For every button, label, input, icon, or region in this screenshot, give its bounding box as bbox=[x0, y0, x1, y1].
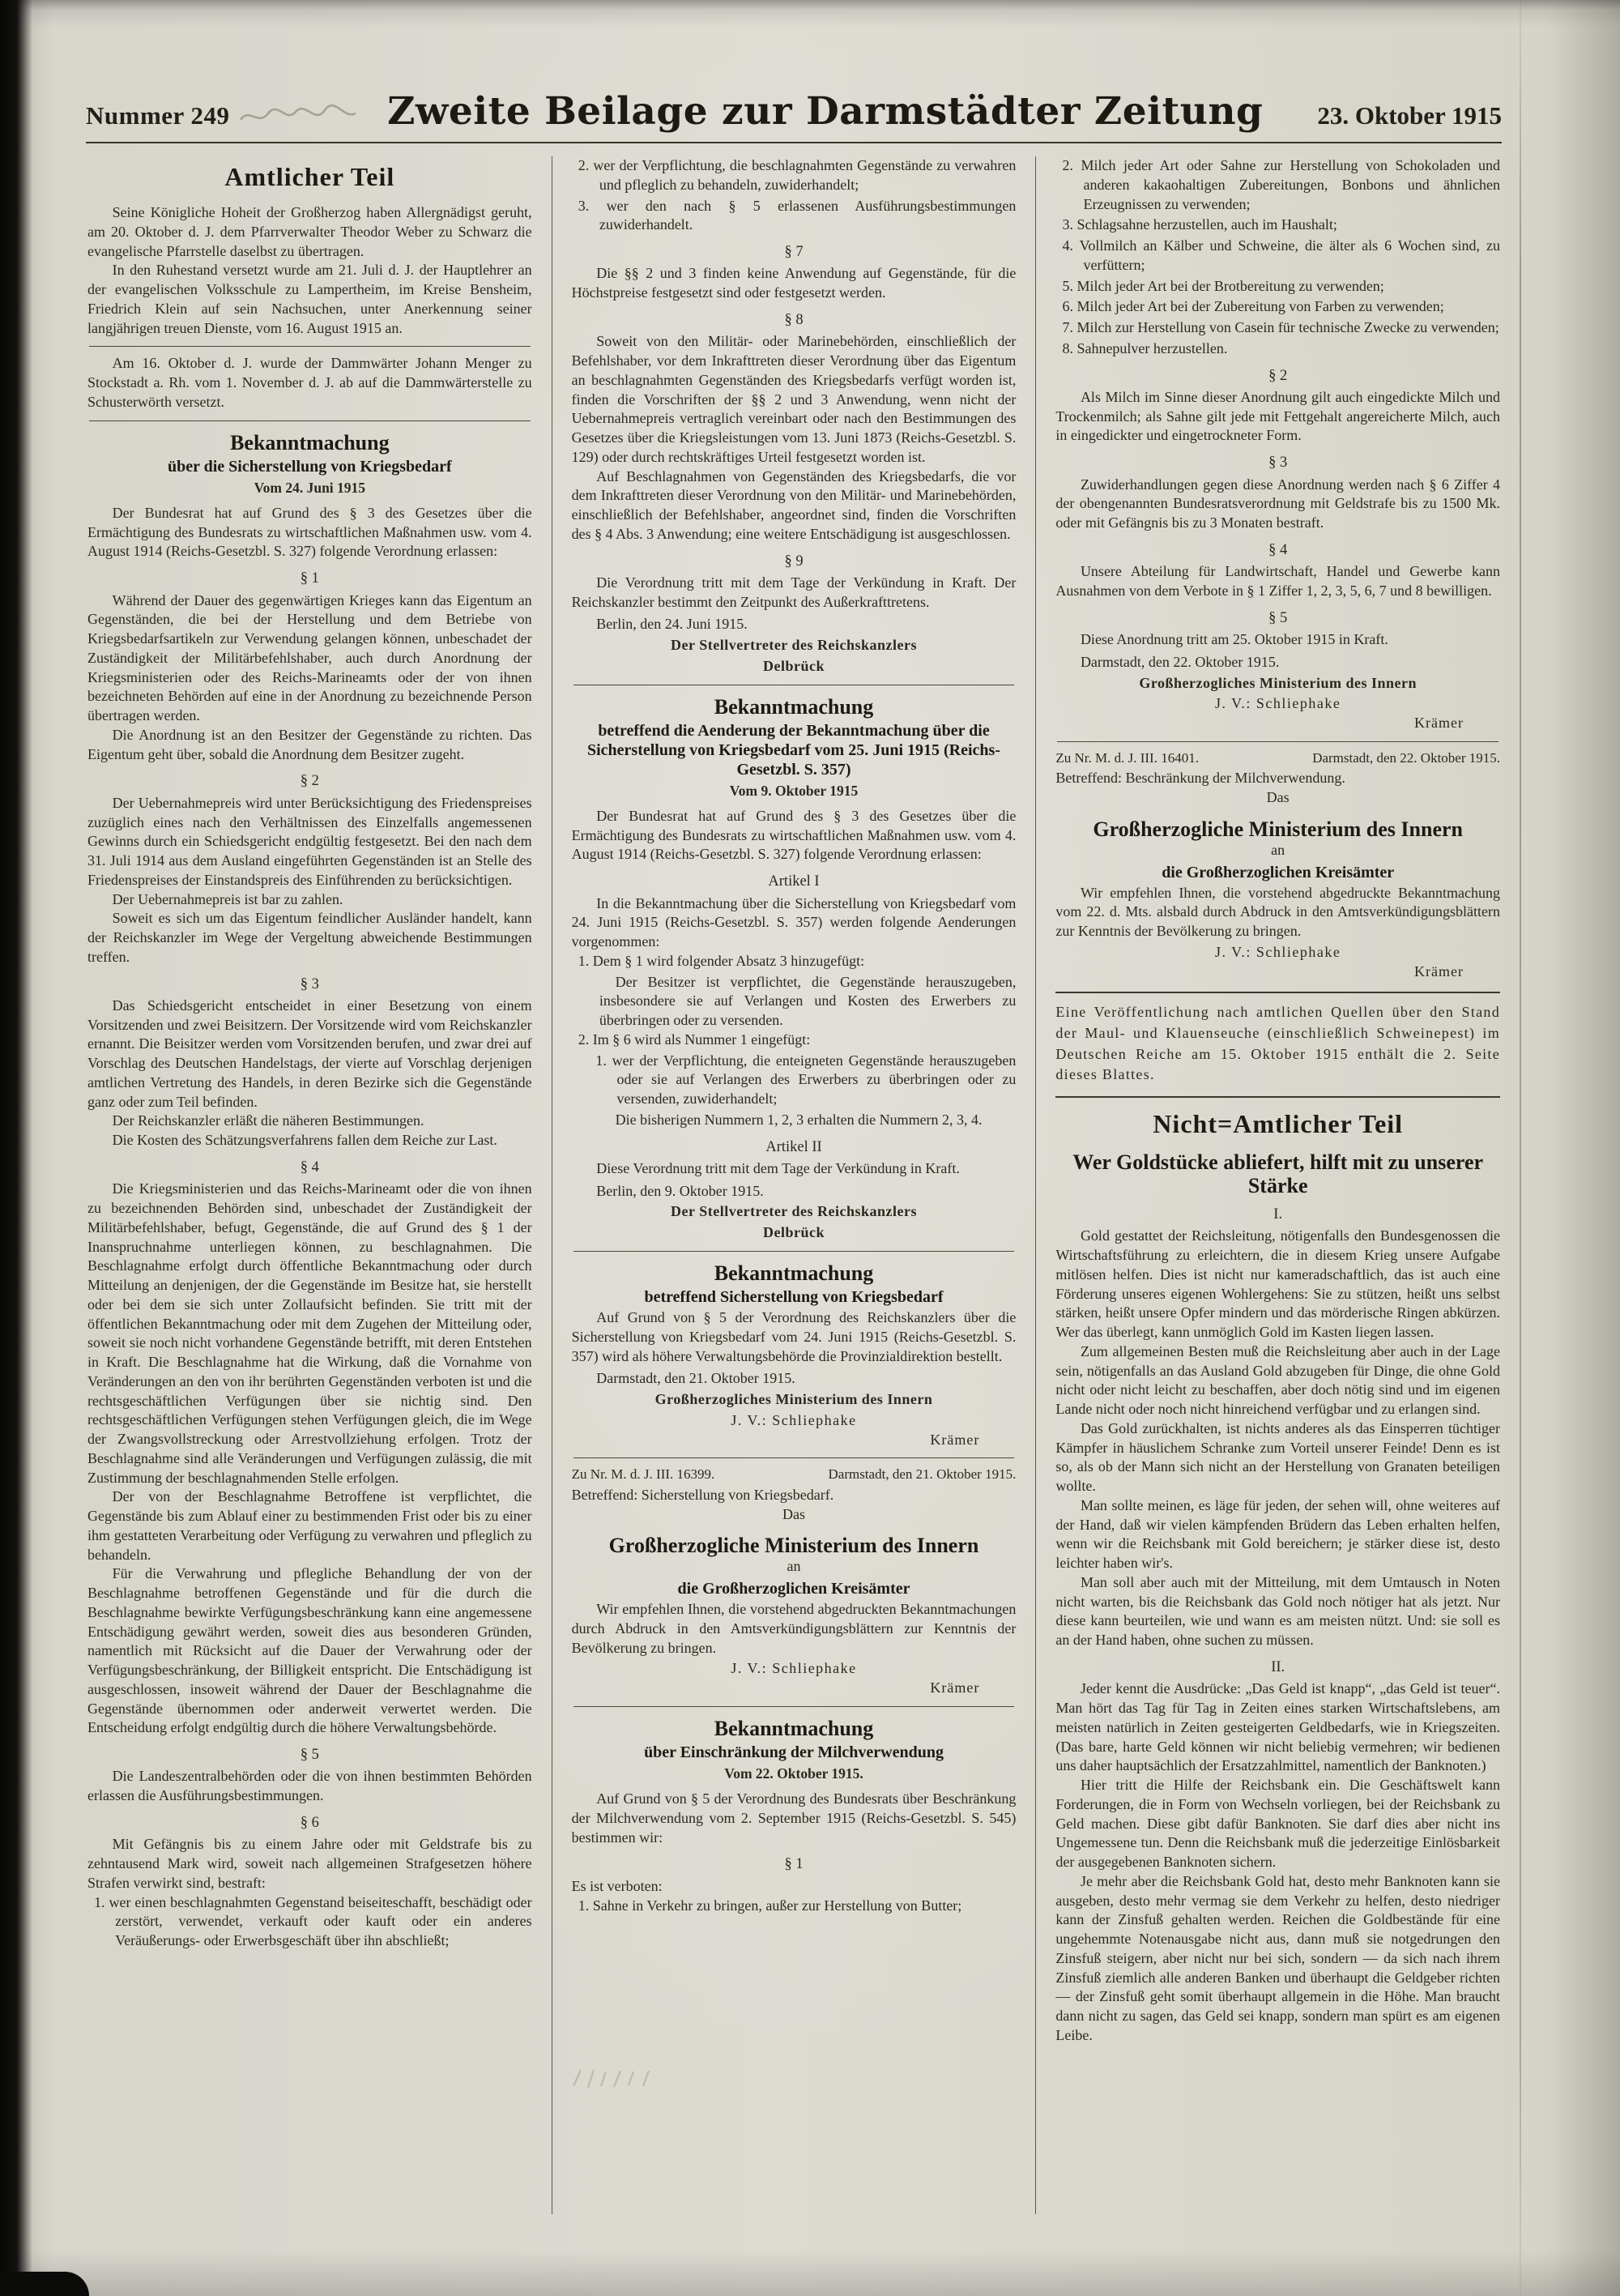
paragraph: Man sollte meinen, es läge für jeden, der sehen will, ohne weiteres auf der Hand, daß wir vielen kämpfenden Brüdern das Leben erhalten helfen, wenn wir die Reichsbank mit Gold bereichern; je stärker diese ist, desto leichter haben wir's. bbox=[1055, 1496, 1501, 1572]
paragraph: Auf Grund von § 5 der Verordnung des Bundesrats über Beschränkung der Milchverwendung vom 2. September 1915 (Reichs-Gesetzbl. S. 545) bestimmen wir: bbox=[571, 1790, 1017, 1846]
notice-paragraph: Eine Veröffentlichung nach amtlichen Quellen über den Stand der Maul- und Klauenseuche (einschließlich Schweinepest) im Deutschen Reiche am 15. Oktober 1915 enthält die 2. Seite dieses Blattes. bbox=[1055, 1004, 1501, 1083]
paragraph: Auf Beschlagnahmen von Gegenständen des Kriegsbedarfs, die vor dem Inkrafttreten dieser Verordnung von den Militär- und Marinebehörden, einschließlich der Befehlshaber, angeordnet sind, finden die Vorschriften des § 4 Abs. 3 Anwendung; eine weitere Entschädigung ist ausgeschlossen. bbox=[571, 467, 1017, 542]
paragraph: Es ist verboten: bbox=[571, 1877, 663, 1894]
section-mark: § 2 bbox=[300, 773, 319, 790]
paragraph: Je mehr aber die Reichsbank Gold hat, desto mehr Banknoten kann sie ausgeben, desto mehr vermag sie dem Verkehr zu helfen, desto niedriger kann der Zinsfuß gehalten werden. Reichen die Goldbestände für eine ungehemmte Notenausgabe nicht aus, dann muß sie notgedrungen den Zinsfuß steigern, aber nicht nur bei sich, sondern — da sich nach ihrem Zinsfuß ziemlich alle anderen Banken und überhaupt die Geldgeber richten — der Zinsfuß geht somit überhaupt allgemein in die Höhe. Man braucht dann nicht zu sagen, das Geld sei knapp, sondern man spürt es am eigenen Leibe. bbox=[1055, 1872, 1501, 2043]
paragraph: Hier tritt die Hilfe der Reichsbank ein. Die Geschäftswelt kann Forderungen, die in Form von Wechseln vorliegen, bei der Reichsbank zu Geld machen. Diese gibt dafür Banknoten. Sie darf dies aber nicht ins Ungemessene tun. Denn die Reichsbank muß die jederzeitige Einlösbarkeit der ausgegebenen Banknoten sichern. bbox=[1055, 1777, 1501, 1871]
issue-number: Nummer 249 bbox=[86, 101, 230, 130]
masthead-rule bbox=[86, 142, 1502, 143]
section-mark: § 4 bbox=[1268, 541, 1288, 558]
paragraph: Betreffend: Beschränkung der Milchverwendung. bbox=[1055, 770, 1345, 787]
page-content bbox=[86, 89, 1502, 2214]
announcement-heading: Wer Goldstücke abliefert, hilft mit zu unserer Stärke bbox=[1072, 1150, 1484, 1197]
section-mark: § 7 bbox=[784, 244, 804, 260]
paragraph: Die Kosten des Schätzungsverfahrens fallen dem Reiche zur Last. bbox=[112, 1132, 497, 1149]
paragraph: Unsere Abteilung für Landwirtschaft, Handel und Gewerbe kann Ausnahmen von dem Verbote in § 1 Ziffer 1, 2, 3, 5, 6, 7 und 8 bewilligen. bbox=[1055, 563, 1501, 599]
article-divider bbox=[573, 1251, 1015, 1252]
list-item: 8. Sahnepulver herzustellen. bbox=[1062, 339, 1228, 356]
announcement-subheading: über Einschränkung der Milchverwendung bbox=[644, 1743, 944, 1761]
paragraph: Der von der Beschlagnahme Betroffene ist verpflichtet, die Gegenstände bis zum Ablauf einer zu bestimmenden Frist oder bis zu einer ihm gestatteten Verarbeitung oder Verfügung zu verwahren und pfleglich zu behandeln. bbox=[87, 1488, 532, 1563]
issue-number-group bbox=[86, 101, 359, 130]
signature-name: Krämer bbox=[930, 1679, 980, 1696]
paragraph: Wir empfehlen Ihnen, die vorstehend abgedruckte Bekanntmachung vom 22. d. Mts. alsbald durch Abdruck in den Amtsverkündigungsblättern zur Kenntnis der Bevölkerung zu bringen. bbox=[1055, 884, 1501, 940]
centered-line: an bbox=[1271, 841, 1285, 858]
place-date-line: Darmstadt, den 22. Oktober 1915. bbox=[1080, 653, 1280, 670]
column-middle bbox=[552, 156, 1036, 2214]
section-mark: § 6 bbox=[300, 1814, 319, 1831]
signature-line-bold: Großherzogliches Ministerium des Innern bbox=[1139, 674, 1417, 691]
newspaper-title: Zweite Beilage zur Darmstädter Zeitung bbox=[387, 89, 1264, 134]
signature-line-bold: Der Stellvertreter des Reichskanzlers bbox=[671, 1203, 917, 1220]
paragraph: Der Reichskanzler erläßt die näheren Bestimmungen. bbox=[112, 1112, 424, 1129]
section-mark: § 5 bbox=[1268, 609, 1288, 626]
paragraph: Während der Dauer des gegenwärtigen Krieges kann das Eigentum an Gegenständen, die bei der Herstellung und dem Betriebe von Kriegsbedarfsartikeln zur Verwendung gelangen können, unbeschadet der Zuständigkeit der Militärbefehlshaber, auch durch Anordnung der Kriegsministerien oder des Reichs-Marineamts oder der von ihnen bezeichneten Behörden auf eine in der Anordnung zu bezeichnende Person übertragen werden. bbox=[87, 591, 532, 724]
article-divider-heavy bbox=[1055, 992, 1500, 993]
centered-line: Das bbox=[1266, 789, 1290, 806]
signature-line: J. V.: Schliephake bbox=[731, 1660, 857, 1677]
paragraph: Die Kriegsministerien und das Reichs-Marineamt oder die von ihnen zu bezeichnenden Behörden sind, unbeschadet der Zuständigkeit der Militärbefehlshaber, befugt, Gegenstände, die auf Grund des § 1 der Inanspruchnahme unterliegen können, zu beschlagnahmen. Die Beschlagnahme erfolgt durch öffentliche Bekanntmachung oder durch Mitteilung an denjenigen, der die Gegenstände im Besitze hat, sie herstellt oder bei dem sie sich unter Zollaufsicht befinden. Sie tritt mit der öffentlichen Bekanntmachung oder mit dem Zugehen der Mitteilung oder, soweit sie noch nicht vorhandene Gegenstände betrifft, mit deren Entstehen in Kraft. Die Beschlagnahme hat die Wirkung, daß die Vornahme von Veränderungen an den von ihr berührten Gegenständen verboten ist und die rechtsgeschäftlichen Verfügungen über sie nichtig sind. Den rechtsgeschäftlichen Verfügungen stehen Verfügungen gleich, die im Wege der Zwangsvollstreckung oder Arrestvollziehung erfolgen. Trotz der Beschlagnahme sind alle Veränderungen und Verfügungen zulässig, die mit Zustimmung der beschlagnahmenden Stelle erfolgen. bbox=[87, 1180, 532, 1486]
paragraph: Als Milch im Sinne dieser Anordnung gilt auch eingedickte Milch und Trockenmilch; als Sahne gilt jede mit Fettgehalt angereicherte Milch, auch in eingedickter und eingetrockneter Form. bbox=[1055, 388, 1501, 444]
handwritten-annotation bbox=[237, 102, 359, 130]
inset-paragraph: Der Besitzer ist verpflichtet, die Gegenstände herauszugeben, insbesondere sie auf Verlangen und Kosten des Erwerbers zu überbringen oder zu versenden. bbox=[599, 973, 1017, 1029]
paragraph: Diese Anordnung tritt am 25. Oktober 1915 in Kraft. bbox=[1080, 631, 1388, 648]
signature-name: Krämer bbox=[1414, 715, 1464, 732]
paragraph: Man soll aber auch mit der Mitteilung, mit dem Umtausch in Noten nicht warten, bis die Reichsbank das Gold noch nötiger hat als jetzt. Nur diese kann beurteilen, wie und wann es am meisten nützt. Und: sie soll es an der Hand haben, ohne suchen zu müssen. bbox=[1055, 1573, 1501, 1649]
list-item: 3. wer den nach § 5 erlassenen Ausführungsbestimmungen zuwiderhandelt. bbox=[578, 197, 1017, 233]
paragraph: Das Schiedsgericht entscheidet in einer Besetzung von einem Vorsitzenden und zwei Beisitzern. Der Vorsitzende wird vom Reichskanzler ernannt. Die Beisitzer werden vom Vorsitzenden berufen, und zwar drei auf Vorschlag des Deutschen Handelstags, der vierte auf Vorschlag derjenigen amtlichen Vertretung des Handels, in deren Bezirke sich die Gegenstände ganz oder zum Teil befinden. bbox=[87, 996, 532, 1110]
list-item: 1. Dem § 1 wird folgender Absatz 3 hinzugefügt: bbox=[578, 952, 865, 969]
paragraph: Wir empfehlen Ihnen, die vorstehend abgedruckten Bekanntmachungen durch Abdruck in den Amtsverkündigungsblättern zur Kenntnis der Bevölkerung zu bringen. bbox=[571, 1601, 1017, 1656]
signature-name: Krämer bbox=[1414, 962, 1464, 979]
reference-number: Zu Nr. M. d. J. III. 16399. bbox=[571, 1466, 715, 1483]
scan-edge-top bbox=[0, 0, 1620, 10]
reference-date: Darmstadt, den 21. Oktober 1915. bbox=[828, 1466, 1017, 1483]
signature-line: J. V.: Schliephake bbox=[1215, 943, 1341, 960]
section-mark: § 8 bbox=[784, 311, 804, 328]
paragraph: Der Bundesrat hat auf Grund des § 3 des Gesetzes über die Ermächtigung des Bundesrats zu wirtschaftlichen Maßnahmen usw. vom 4. August 1914 (Reichs-Gesetzbl. S. 327) folgende Verordnung erlassen: bbox=[571, 807, 1017, 863]
announcement-subheading: die Großherzoglichen Kreisämter bbox=[677, 1580, 910, 1598]
paragraph: Das Gold zurückhalten, ist nichts anderes als das Einsperren tüchtiger Kämpfer in häuslichem Schranke zum Vorteil unserer Feinde! Denn es ist so, als ob der Mann sich nicht an der Herstellung von Granaten beteiligen wollte. bbox=[1055, 1419, 1501, 1495]
scan-corner-bottom-left bbox=[0, 2272, 89, 2296]
article-columns bbox=[86, 156, 1502, 2214]
signature-line-bold: Großherzogliches Ministerium des Innern bbox=[654, 1391, 933, 1408]
column-right bbox=[1035, 156, 1502, 2214]
paragraph: Die §§ 2 und 3 finden keine Anwendung auf Gegenstände, für die Höchstpreise festgesetzt sind oder festgesetzt werden. bbox=[571, 265, 1017, 301]
date-line: Vom 22. Oktober 1915. bbox=[724, 1765, 863, 1782]
paragraph: Seine Königliche Hoheit der Großherzog haben Allergnädigst geruht, am 20. Oktober d. J. dem Pfarrverwalter Theodor Weber zu Schwarz die evangelische Pfarrstelle daselbst zu übertragen. bbox=[87, 204, 532, 259]
section-mark: § 3 bbox=[1268, 455, 1288, 472]
section-mark: Artikel II bbox=[765, 1138, 822, 1155]
column-left bbox=[86, 156, 552, 2214]
list-item: 4. Vollmilch an Kälber und Schweine, die älter als 6 Wochen sind, zu verfüttern; bbox=[1062, 237, 1501, 273]
list-item: 6. Milch jeder Art bei der Zubereitung von Farben zu verwenden; bbox=[1062, 298, 1444, 315]
section-mark: § 3 bbox=[300, 975, 319, 992]
signature-line-bold: Der Stellvertreter des Reichskanzlers bbox=[671, 637, 917, 654]
paragraph: Die Landeszentralbehörden oder die von ihnen bestimmten Behörden erlassen die Ausführungsbestimmungen. bbox=[87, 1768, 532, 1804]
announcement-subheading: betreffend die Aenderung der Bekanntmachung über die Sicherstellung von Kriegsbedarf vom 25. Juni 1915 (Reichs-Gesetzbl. S. 357) bbox=[587, 721, 1000, 779]
paper-fold-line bbox=[1520, 0, 1521, 2296]
announcement-heading: Großherzogliche Ministerium des Innern bbox=[1093, 817, 1464, 841]
announcement-heading: Bekanntmachung bbox=[714, 694, 874, 719]
masthead bbox=[86, 89, 1502, 134]
article-divider bbox=[1057, 741, 1498, 742]
list-item: 7. Milch zur Herstellung von Casein für technische Zwecke zu verwenden; bbox=[1062, 319, 1499, 335]
section-mark: § 1 bbox=[300, 570, 319, 587]
scan-edge-left bbox=[0, 0, 32, 2296]
announcement-subheading: über die Sicherstellung von Kriegsbedarf bbox=[167, 457, 452, 476]
signature-line: J. V.: Schliephake bbox=[731, 1411, 857, 1428]
date-line: Vom 9. Oktober 1915 bbox=[729, 782, 859, 799]
list-item: 3. Schlagsahne herzustellen, auch im Haushalt; bbox=[1062, 216, 1337, 233]
centered-line: Das bbox=[782, 1505, 805, 1522]
paragraph: Soweit es sich um das Eigentum feindlicher Ausländer handelt, kann der Reichskanzler im Wege der Vergeltung abweichende Bestimmungen treffen. bbox=[87, 910, 532, 965]
paragraph: Zum allgemeinen Besten muß die Reichsleitung aber auch in der Lage sein, nötigenfalls an das Ausland Gold abzugeben für Dinge, die ohne Gold nicht oder nicht leicht zu beschaffen, aber doch nötig sind und im eigenen Lande nicht oder noch nicht hinreichend verfügbar und zu erlangen sind. bbox=[1055, 1342, 1501, 1418]
article-divider bbox=[573, 1457, 1015, 1458]
place-date-line: Berlin, den 24. Juni 1915. bbox=[596, 616, 748, 633]
article-divider-heavy bbox=[1055, 1096, 1500, 1098]
paragraph: Der Uebernahmepreis wird unter Berücksichtigung des Friedenspreises zuzüglich eines nach den Verhältnissen des Einzelfalls angemessenen Gewinns durch ein Schiedsgericht endgültig festgesetzt. Bei den nach dem 31. Juli 1914 aus dem Ausland eingeführten Gegenständen ist an Stelle des Friedenspreises der Einstandspreis des Einführenden zu berücksichtigen. bbox=[87, 794, 532, 888]
signature-line-bold: Delbrück bbox=[763, 657, 825, 674]
paragraph: Betreffend: Sicherstellung von Kriegsbedarf. bbox=[571, 1486, 834, 1503]
section-mark: II. bbox=[1271, 1658, 1285, 1675]
paragraph: Gold gestattet der Reichsleitung, nötigenfalls den Bundesgenossen die Wirtschaftsführung zu erleichtern, die in diesem Krieg unsere Aufgabe mitlösen helfen. Dies ist nicht nur kameradschaftlich, das ist auch eine Förderung unseres eigenen Wohlergehens: Sie zu stützen, heißt uns selbst stärken, heißt unsere Opfer mindern und das mörderische Ringen abkürzen. Wer das überlegt, kann unmöglich Gold im Kasten liegen lassen. bbox=[1055, 1227, 1501, 1341]
paragraph: In den Ruhestand versetzt wurde am 21. Juli d. J. der Hauptlehrer an der evangelischen Volksschule zu Lampertheim, im Kreise Bensheim, Friedrich Klein auf sein Nachsuchen, unter Anerkennung seiner langjährigen treuen Dienste, vom 16. August 1915 an. bbox=[87, 262, 532, 336]
list-item: 2. Im § 6 wird als Nummer 1 eingefügt: bbox=[578, 1031, 811, 1048]
list-item: 2. Milch jeder Art oder Sahne zur Herstellung von Schokoladen und anderen kakaohaltigen Zubereitungen, Bonbons und ähnlichen Erzeugnissen zu verwenden; bbox=[1062, 157, 1501, 212]
paragraph: Soweit von den Militär- oder Marinebehörden, einschließlich der Befehlshaber, vor dem Inkrafttreten dieser Verordnung über das Eigentum an beschlagnahmten Gegenständen des Kriegsbedarfs verfügt worden ist, finden die Vorschriften der §§ 2 und 3 Anwendung, wenn nicht der Uebernahmepreis vertraglich vereinbart oder nach den Bestimmungen des Gesetzes über die Kriegsleistungen vom 13. Juni 1873 (Reichs-Gesetzbl. S. 129) oder durch rechtskräftiges Urteil festgesetzt worden ist. bbox=[571, 333, 1017, 465]
section-mark: § 4 bbox=[300, 1159, 319, 1176]
place-date-line: Berlin, den 9. Oktober 1915. bbox=[596, 1182, 764, 1199]
list-item: 2. wer der Verpflichtung, die beschlagnahmten Gegenstände zu verwahren und pfleglich zu behandeln, zuwiderhandelt; bbox=[578, 157, 1017, 193]
announcement-subheading: betreffend Sicherstellung von Kriegsbedarf bbox=[644, 1288, 944, 1307]
paragraph: Diese Verordnung tritt mit dem Tage der Verkündung in Kraft. bbox=[596, 1159, 960, 1176]
section-mark: § 2 bbox=[1268, 367, 1288, 384]
reference-date: Darmstadt, den 22. Oktober 1915. bbox=[1312, 749, 1501, 766]
inset-paragraph: Die bisherigen Nummern 1, 2, 3 erhalten die Nummern 2, 3, 4. bbox=[615, 1111, 983, 1128]
announcement-heading: Großherzogliche Ministerium des Innern bbox=[608, 1534, 979, 1558]
paragraph: Der Uebernahmepreis ist bar zu zahlen. bbox=[112, 890, 343, 907]
list-item: 5. Milch jeder Art bei der Brotbereitung zu verwenden; bbox=[1062, 277, 1384, 294]
paragraph: Für die Verwahrung und pflegliche Behandlung der von der Beschlagnahme betroffenen Gegenstände und für die durch die Beschlagnahme bewirkte Verfügungsbeschränkung kann eine angemessene Entschädigung gewährt werden, soweit dies aus besonderen Gründen, namentlich mit Rücksicht auf die Dauer der Verwahrung oder der Verfügungsbeschränkung, der Billigkeit entspricht. Die Entschädigung ist ausgeschlossen, insoweit während der Dauer der Beschlagnahme die Gegenstände übernommen oder anderweit verwertet werden. Die Entscheidung erfolgt endgültig durch die höhere Verwaltungsbehörde. bbox=[87, 1565, 532, 1736]
signature-name: Krämer bbox=[930, 1431, 980, 1448]
list-item-nested: 1. wer der Verpflichtung, die enteigneten Gegenstände herauszugeben oder sie auf Verlangen des Erwerbers zu überbringen oder zu versenden, zuwiderhandelt; bbox=[595, 1052, 1017, 1107]
article-divider bbox=[573, 1706, 1015, 1707]
list-item: 1. wer einen beschlagnahmten Gegenstand beiseiteschafft, beschädigt oder zerstört, verwendet, verkauft oder kauft oder ein anderes Veräußerungs- oder Erwerbsgeschäft über ihn abschließt; bbox=[94, 1893, 532, 1949]
announcement-subheading: die Großherzoglichen Kreisämter bbox=[1162, 863, 1395, 881]
paragraph: In die Bekanntmachung über die Sicherstellung von Kriegsbedarf vom 24. Juni 1915 (Reichs-Gesetzbl. S. 357) werden folgende Aenderungen vorgenommen: bbox=[571, 894, 1017, 950]
reference-number: Zu Nr. M. d. J. III. 16401. bbox=[1055, 749, 1199, 766]
announcement-heading: Bekanntmachung bbox=[230, 430, 390, 455]
reference-line bbox=[1055, 749, 1500, 767]
signature-line: J. V.: Schliephake bbox=[1215, 695, 1341, 712]
paragraph: Jeder kennt die Ausdrücke: „Das Geld ist knapp“, „das Geld ist teuer“. Man hört das Tag für Tag in Zeiten eines starken Wirtschaftslebens, am meisten natürlich in Zeiten gesteigerten Geldbedarfs, wie in Kriegszeiten. (Das bare, harte Geld können wir nicht beliebig vermehren; wir bedienen uns daher hauptsächlich der Ersatzzahlmittel, namentlich der Banknoten.) bbox=[1055, 1680, 1501, 1774]
section-mark: § 1 bbox=[784, 1856, 804, 1873]
section-mark: § 9 bbox=[784, 553, 804, 570]
reference-line bbox=[572, 1466, 1017, 1483]
announcement-heading: Bekanntmachung bbox=[714, 1716, 874, 1740]
centered-line: an bbox=[787, 1558, 801, 1575]
paragraph: Zuwiderhandlungen gegen diese Anordnung werden nach § 6 Ziffer 4 der obengenannten Bundesratsverordnung mit Geldstrafe bis zu 1500 Mk. oder mit Gefängnis bis zu 3 Monaten bestraft. bbox=[1055, 476, 1501, 531]
announcement-heading: Bekanntmachung bbox=[714, 1261, 874, 1285]
paragraph: Die Verordnung tritt mit dem Tage der Verkündung in Kraft. Der Reichskanzler bestimmt den Zeitpunkt des Außerkrafttretens. bbox=[571, 574, 1017, 610]
article-divider bbox=[89, 420, 531, 421]
article-divider bbox=[89, 346, 531, 347]
section-heading: Nicht=Amtlicher Teil bbox=[1153, 1108, 1404, 1138]
section-mark: I. bbox=[1273, 1206, 1283, 1223]
signature-line-bold: Delbrück bbox=[763, 1224, 825, 1241]
paragraph: Der Bundesrat hat auf Grund des § 3 des Gesetzes über die Ermächtigung des Bundesrats zu wirtschaftlichen Maßnahmen usw. vom 4. August 1914 (Reichs-Gesetzbl. S. 327) folgende Verordnung erlassen: bbox=[87, 504, 532, 560]
date-line: Vom 24. Juni 1915 bbox=[254, 479, 366, 496]
paragraph: Auf Grund von § 5 der Verordnung des Reichskanzlers über die Sicherstellung von Kriegsbedarf vom 24. Juni 1915 (Reichs-Gesetzbl. S. 357) wird als höhere Verwaltungsbehörde die Provinzialdirektion bestellt. bbox=[571, 1309, 1017, 1364]
section-heading: Amtlicher Teil bbox=[224, 162, 395, 191]
section-mark: § 5 bbox=[300, 1747, 319, 1764]
list-item: 1. Sahne in Verkehr zu bringen, außer zur Herstellung von Butter; bbox=[578, 1897, 962, 1914]
issue-date: 23. Oktober 1915 bbox=[1317, 101, 1502, 130]
scan-edge-right bbox=[1523, 0, 1620, 2296]
section-mark: Artikel I bbox=[768, 873, 820, 890]
paragraph: Am 16. Oktober d. J. wurde der Dammwärter Johann Menger zu Stockstadt a. Rh. vom 1. November d. J. ab auf die Dammwärterstelle zu Schusterwörth versetzt. bbox=[87, 355, 532, 410]
paragraph: Die Anordnung ist an den Besitzer der Gegenstände zu richten. Das Eigentum geht über, sobald die Anordnung dem Besitzer zugeht. bbox=[87, 726, 532, 762]
paragraph: Mit Gefängnis bis zu einem Jahre oder mit Geldstrafe bis zu zehntausend Mark wird, soweit nach allgemeinen Strafgesetzen höhere Strafen verwirkt sind, bestraft: bbox=[87, 1836, 532, 1891]
place-date-line: Darmstadt, den 21. Oktober 1915. bbox=[596, 1370, 795, 1387]
